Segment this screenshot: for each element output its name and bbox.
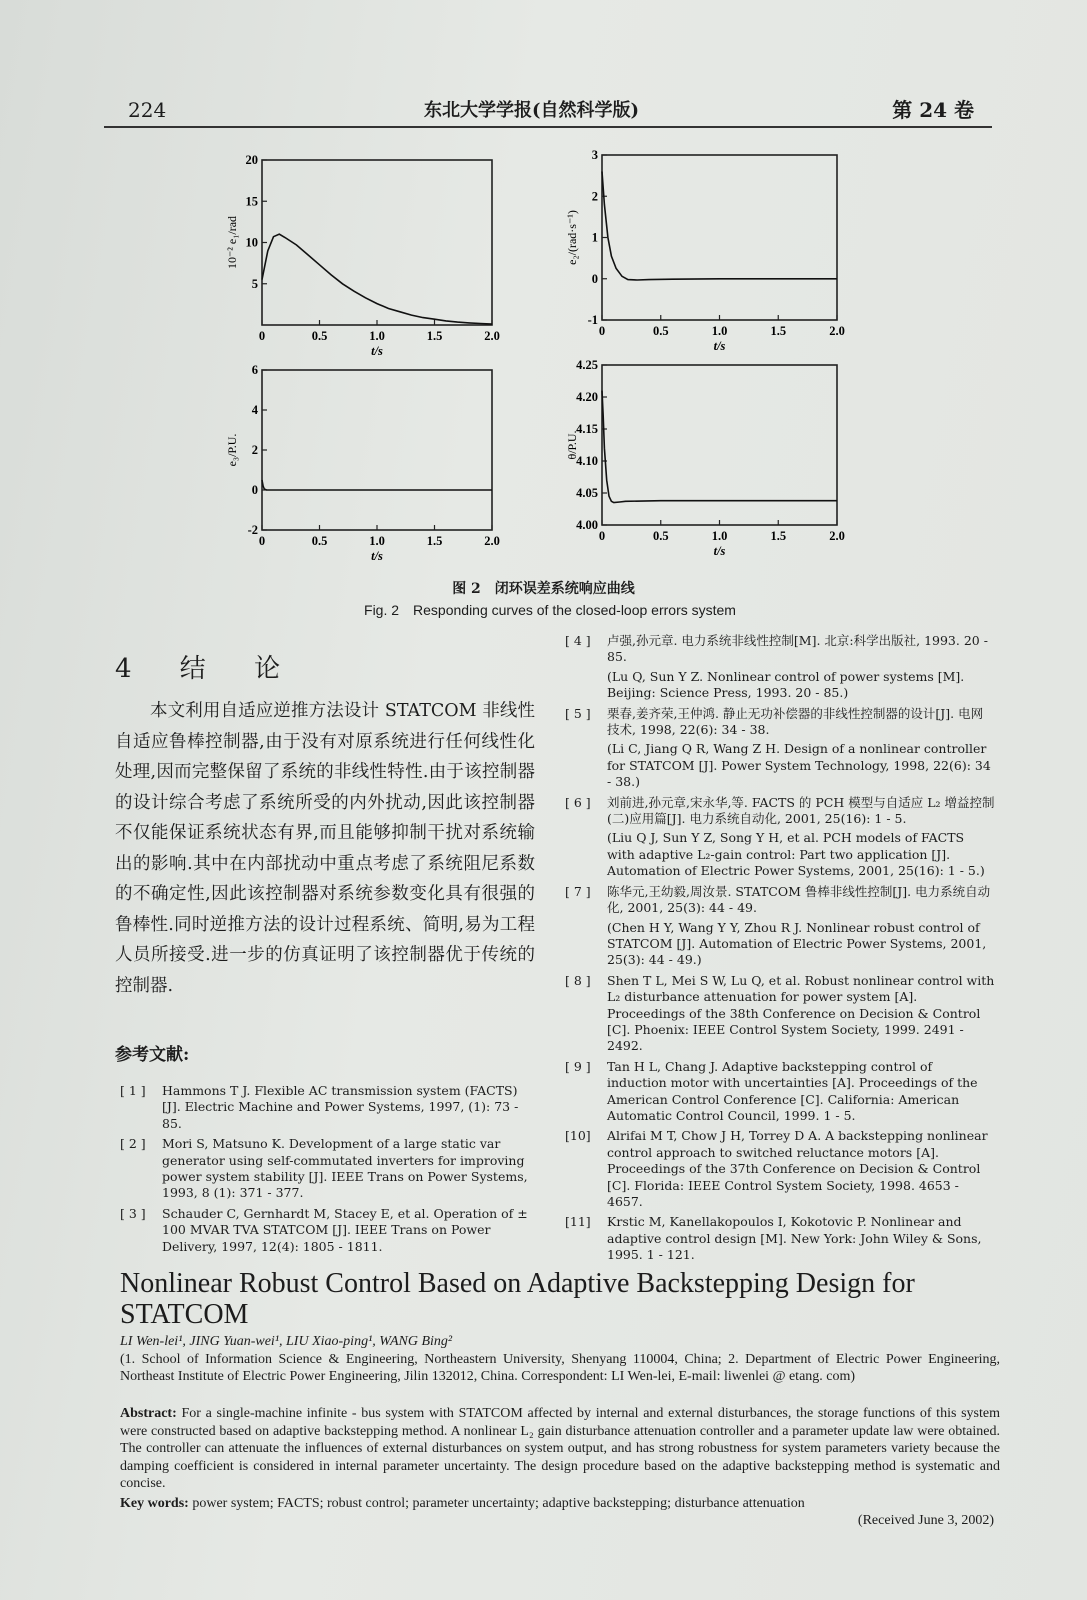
reference-item xyxy=(120,1083,540,1132)
references-left-column xyxy=(120,1083,540,1259)
reference-text: Krstic M, Kanellakopoulos I, Kokotovic P. Nonlinear and adaptive control design [M]. New York: John Wiley & Sons, 1995. 1 - 121. xyxy=(607,1214,982,1263)
x-tick-label: 0 xyxy=(258,329,266,343)
reference-item xyxy=(565,1128,995,1210)
english-keywords xyxy=(120,1496,805,1512)
plot-theta xyxy=(565,360,847,569)
reference-number: [ 1 ] xyxy=(120,1083,146,1098)
x-tick-label: 1.0 xyxy=(369,534,385,548)
x-tick-label: 0.5 xyxy=(652,324,669,338)
x-axis-label: t/s xyxy=(713,339,726,353)
reference-number: [ 9 ] xyxy=(565,1058,591,1074)
abstract-label: Abstract: xyxy=(120,1406,177,1421)
reference-translation: (Liu Q J, Sun Y Z, Song Y H, et al. PCH models of FACTS with adaptive L₂-gain control: Part two application [J]. Automation of Electric Power Systems, 2001, 25(16): 1 - 5.) xyxy=(607,830,985,879)
reference-number: [ 4 ] xyxy=(565,633,591,648)
y-axis-label: e₂/(rad·s⁻¹) xyxy=(565,210,579,265)
reference-number: [ 7 ] xyxy=(565,883,591,899)
journal-name: 东北大学学报(自然科学版) xyxy=(424,100,640,121)
reference-translation: (Li C, Jiang Q R, Wang Z H. Design of a nonlinear controller for STATCOM [J]. Power System Technology, 1998, 22(6): 34 - 38.) xyxy=(607,741,991,790)
figure-caption-en: Fig. 2 Responding curves of the closed-loop errors system xyxy=(364,602,736,618)
reference-item xyxy=(565,795,995,880)
x-tick-label: 0 xyxy=(598,529,606,543)
y-tick-label: 4.10 xyxy=(576,454,598,468)
reference-text: 栗春,姜齐荣,王仲鸿. 静止无功补偿器的非线性控制器的设计[J]. 电网技术, 1998, 22(6): 34 - 38. xyxy=(607,705,984,738)
page-number: 224 xyxy=(128,98,167,122)
volume-label: 第 24 卷 xyxy=(892,98,974,122)
x-tick-label: 0 xyxy=(258,534,266,548)
y-tick-label: 5 xyxy=(251,276,258,291)
plot-frame xyxy=(262,370,492,530)
reference-item xyxy=(565,706,995,791)
y-tick-label: 1 xyxy=(591,230,598,245)
x-axis-label: t/s xyxy=(371,549,383,563)
reference-number: [ 8 ] xyxy=(565,972,591,988)
x-tick-label: 1.5 xyxy=(426,329,443,343)
reference-text: Tan H L, Chang J. Adaptive backstepping control of induction motor with uncertainties [A]. Proceedings of the American Control Conference [C]. California: American Automatic Control Council, 1999. 1 - 5. xyxy=(607,1058,978,1123)
y-tick-label: 4 xyxy=(251,403,258,417)
reference-number: [ 6 ] xyxy=(565,794,591,810)
y-tick-label: 0 xyxy=(591,271,598,286)
chart-svg xyxy=(565,150,847,360)
y-tick-label: 20 xyxy=(245,153,258,167)
reference-item xyxy=(565,1214,995,1263)
x-tick-label: 1.5 xyxy=(426,534,443,548)
conclusion-body xyxy=(115,696,535,1001)
keywords-label: Key words: xyxy=(120,1496,189,1511)
reference-item xyxy=(565,884,995,969)
reference-item xyxy=(565,633,995,702)
y-axis-label: 10⁻² e₁/rad xyxy=(225,215,239,270)
y-tick-label: 10 xyxy=(245,235,258,250)
series-line xyxy=(602,391,837,503)
reference-number: [10] xyxy=(565,1128,591,1144)
conclusion-paragraph: 本文利用自适应逆推方法设计 STATCOM 非线性自适应鲁棒控制器,由于没有对原系统进行任何线性化处理,因而完整保留了系统的非线性特性.由于该控制器的设计综合考虑了系统所受的内外扰动,因此该控制器不仅能保证系统状态有界,而且能够抑制干扰对系统输出的影响.其中在内部扰动中重点考虑了系统阻尼系数的不确定性,因此该控制器对系统参数变化具有很强的鲁棒性.同时逆推方法的设计过程系统、简明,易为工程人员所接受.进一步的仿真证明了该控制器优于传统的控制器. xyxy=(115,701,535,996)
plot-frame xyxy=(262,160,492,325)
chart-svg xyxy=(225,365,502,570)
reference-item xyxy=(565,1059,995,1125)
y-tick-label: 4.20 xyxy=(576,390,598,404)
reference-text: Alrifai M T, Chow J H, Torrey D A. A backstepping nonlinear control approach to switched reluctance motors [A]. Proceedings of the 37th Conference on Decision & Control [C]. Florida: IEEE Control System Society, 1998. 4653 - 4657. xyxy=(607,1128,988,1209)
x-tick-label: 2.0 xyxy=(829,324,845,338)
x-tick-label: 0.5 xyxy=(311,534,328,548)
y-axis-label: θ/P.U. xyxy=(565,430,579,460)
x-tick-label: 0 xyxy=(598,324,606,338)
y-tick-label: 4.15 xyxy=(576,422,598,436)
reference-item xyxy=(120,1136,540,1202)
reference-text: Mori S, Matsuno K. Development of a large static var generator using self-commutated inverters for improving power system stability [J]. IEEE Trans on Power Systems, 1993, 8 (1): 371 - 377. xyxy=(162,1136,528,1201)
figure-caption-cn: 图 2 闭环误差系统响应曲线 xyxy=(452,581,635,597)
references-heading: 参考文献: xyxy=(115,1045,190,1065)
y-tick-label: -1 xyxy=(587,313,598,327)
reference-text: 陈华元,王幼毅,周汝景. STATCOM 鲁棒非线性控制[J]. 电力系统自动化, 2001, 25(3): 44 - 49. xyxy=(607,883,991,916)
reference-item xyxy=(565,973,995,1055)
y-tick-label: 15 xyxy=(245,194,258,209)
reference-item xyxy=(120,1206,540,1255)
english-abstract xyxy=(120,1405,1000,1493)
reference-translation: (Lu Q, Sun Y Z. Nonlinear control of power systems [M]. Beijing: Science Press, 1993. 20 - 85.) xyxy=(607,668,965,701)
series-line xyxy=(602,172,837,281)
plot-frame xyxy=(602,155,837,320)
plot-e2 xyxy=(565,150,847,364)
y-tick-label: 4.25 xyxy=(576,358,598,372)
plot-e3 xyxy=(225,365,502,574)
section-heading: 4 结 论 xyxy=(115,654,301,684)
english-title: Nonlinear Robust Control Based on Adaptive Backstepping Design for STATCOM xyxy=(120,1268,915,1330)
y-tick-label: -2 xyxy=(247,523,258,537)
plot-e1 xyxy=(225,155,502,369)
received-date: (Received June 3, 2002) xyxy=(857,1513,994,1528)
reference-translation: (Chen H Y, Wang Y Y, Zhou R J. Nonlinear robust control of STATCOM [J]. Automation of Electric Power Systems, 2001, 25(3): 44 - 49.) xyxy=(607,919,987,968)
y-tick-label: 6 xyxy=(251,363,258,377)
reference-number: [ 3 ] xyxy=(120,1205,146,1221)
x-tick-label: 1.0 xyxy=(711,324,728,338)
y-tick-label: 4.05 xyxy=(576,486,598,500)
x-tick-label: 2.0 xyxy=(829,529,845,543)
y-axis-label: e₃/P.U. xyxy=(225,433,239,467)
reference-text: Shen T L, Mei S W, Lu Q, et al. Robust nonlinear control with L₂ disturbance attenuation for power system [A]. Proceedings of the 38th Conference on Decision & Control [C]. Phoenix: IEEE Control System Society, 1999. 2491 - 2492. xyxy=(607,972,995,1054)
x-tick-label: 2.0 xyxy=(484,329,500,343)
x-tick-label: 2.0 xyxy=(484,534,500,548)
x-axis-label: t/s xyxy=(713,544,726,558)
y-tick-label: 4.00 xyxy=(576,518,598,532)
y-tick-label: 3 xyxy=(591,148,598,162)
x-tick-label: 0.5 xyxy=(652,529,669,543)
reference-number: [ 5 ] xyxy=(565,705,591,721)
abstract-text: For a single-machine infinite - bus system with STATCOM affected by internal and external disturbances, the storage functions of this system were constructed based on adaptive backstepping method. A nonlinear L₂ gain disturbance attenuation controller and a parameter update law were obtained. The controller can attenuate the influences of external disturbances on system output, and has strong robustness for system parameters variety because the damping coefficient is considered in internal parameter uncertainty. The design procedure based on the adaptive backstepping method is systematic and concise. xyxy=(120,1406,1001,1491)
keywords-text: power system; FACTS; robust control; parameter uncertainty; adaptive backstepping; disturbance attenuation xyxy=(192,1496,805,1511)
chart-svg xyxy=(565,360,847,565)
series-line xyxy=(262,234,492,324)
running-header xyxy=(104,92,992,128)
chart-svg xyxy=(225,155,502,365)
x-tick-label: 1.5 xyxy=(770,324,787,338)
reference-number: [11] xyxy=(565,1214,591,1230)
reference-text: 卢强,孙元章. 电力系统非线性控制[M]. 北京:科学出版社, 1993. 20 - 85. xyxy=(607,633,988,665)
x-tick-label: 1.5 xyxy=(770,529,787,543)
english-affiliation: (1. School of Information Science & Engineering, Northeastern University, Shenyang 110004, China; 2. Department of Electric Power Engineering, Northeast Institute of Electric Power Engineering, Jilin 132012, China. Correspondent: LI Wen-lei, E-mail: liwenlei @ etang. com) xyxy=(120,1352,1000,1384)
x-tick-label: 1.0 xyxy=(711,529,728,543)
english-authors: LI Wen-lei¹, JING Yuan-wei¹, LIU Xiao-ping¹, WANG Bing² xyxy=(120,1334,453,1349)
y-tick-label: 2 xyxy=(251,443,258,457)
y-tick-label: 2 xyxy=(591,189,598,204)
reference-text: Hammons T J. Flexible AC transmission system (FACTS) [J]. Electric Machine and Power Systems, 1997, (1): 73 - 85. xyxy=(162,1083,519,1131)
series-line xyxy=(262,480,492,490)
y-tick-label: 0 xyxy=(251,483,258,497)
references-right-column xyxy=(565,633,995,1268)
x-tick-label: 1.0 xyxy=(369,329,385,343)
x-axis-label: t/s xyxy=(371,344,383,358)
reference-text: Schauder C, Gernhardt M, Stacey E, et al. Operation of ± 100 MVAR TVA STATCOM [J]. IEEE Trans on Power Delivery, 1997, 12(4): 1805 - 1811. xyxy=(162,1205,528,1254)
x-tick-label: 0.5 xyxy=(311,329,328,343)
reference-number: [ 2 ] xyxy=(120,1136,146,1152)
reference-text: 刘前进,孙元章,宋永华,等. FACTS 的 PCH 模型与自适应 L₂ 增益控制(二)应用篇[J]. 电力系统自动化, 2001, 25(16): 1 - 5. xyxy=(607,794,995,827)
